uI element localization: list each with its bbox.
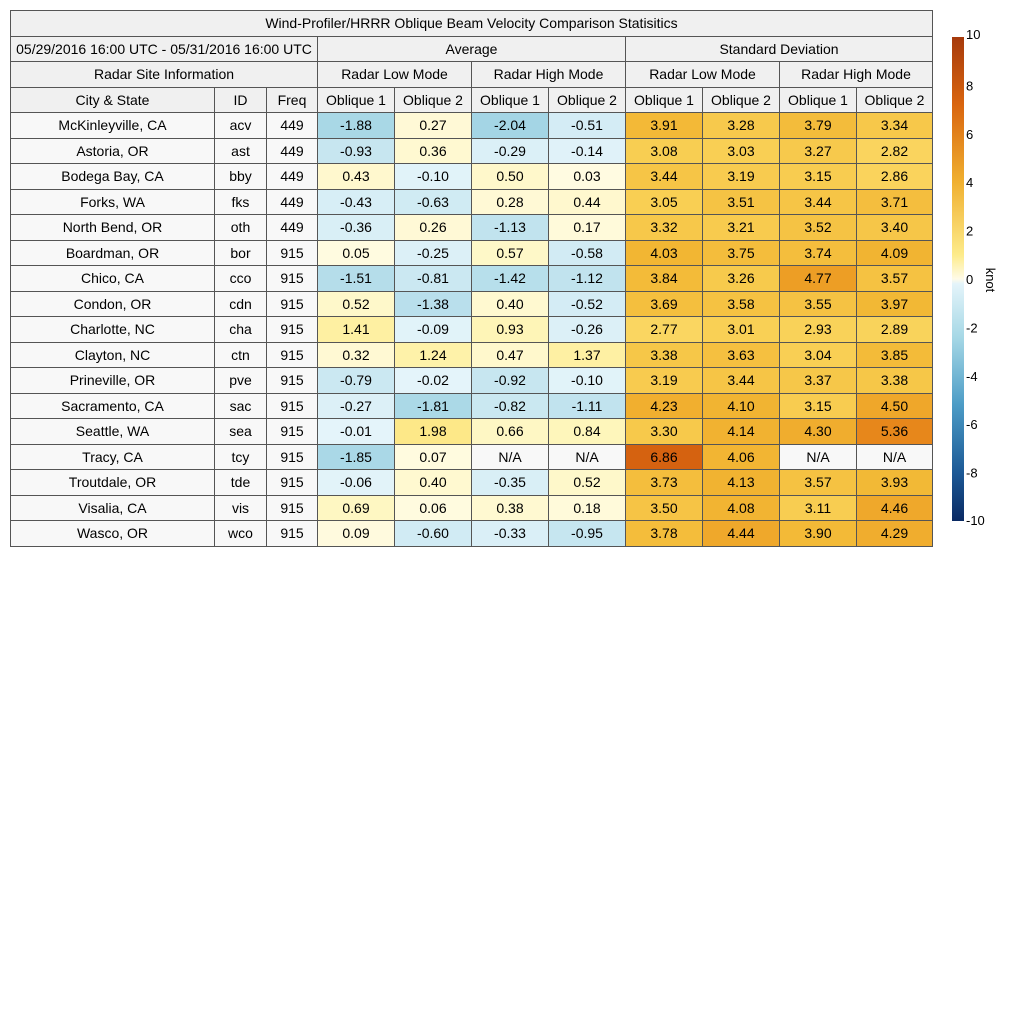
- sd-value-cell: 3.21: [703, 215, 780, 241]
- avg-value-cell: 0.69: [318, 495, 395, 521]
- avg-value-cell: N/A: [549, 444, 626, 470]
- table-row: [11, 189, 933, 215]
- sd-value-cell: 3.93: [857, 470, 933, 496]
- avg-value-cell: 0.32: [318, 342, 395, 368]
- city-cell: McKinleyville, CA: [11, 113, 215, 139]
- sd-value-cell: 3.79: [780, 113, 857, 139]
- column-header-row: [11, 87, 933, 113]
- avg-value-cell: 0.17: [549, 215, 626, 241]
- table-row: [11, 470, 933, 496]
- avg-value-cell: -1.38: [395, 291, 472, 317]
- avg-value-cell: 0.05: [318, 240, 395, 266]
- avg-value-cell: -0.43: [318, 189, 395, 215]
- avg-value-cell: -0.01: [318, 419, 395, 445]
- avg-value-cell: 0.28: [472, 189, 549, 215]
- id-cell: oth: [215, 215, 267, 241]
- colorbar-tick-label: -10: [966, 513, 985, 528]
- col-avg-high-obl2: Oblique 2: [549, 87, 626, 113]
- avg-value-cell: 0.36: [395, 138, 472, 164]
- sd-value-cell: 3.63: [703, 342, 780, 368]
- avg-value-cell: -0.10: [395, 164, 472, 190]
- stats-table: [10, 10, 933, 547]
- sd-value-cell: 3.71: [857, 189, 933, 215]
- avg-value-cell: -0.92: [472, 368, 549, 394]
- avg-value-cell: 0.18: [549, 495, 626, 521]
- sd-value-cell: 3.19: [626, 368, 703, 394]
- sd-value-cell: 3.84: [626, 266, 703, 292]
- avg-value-cell: 0.50: [472, 164, 549, 190]
- id-cell: tcy: [215, 444, 267, 470]
- avg-value-cell: -0.26: [549, 317, 626, 343]
- colorbar-tick-label: 0: [966, 272, 974, 287]
- avg-value-cell: 0.52: [549, 470, 626, 496]
- city-cell: Wasco, OR: [11, 521, 215, 547]
- city-cell: Tracy, CA: [11, 444, 215, 470]
- table-row: [11, 419, 933, 445]
- sd-value-cell: 3.44: [780, 189, 857, 215]
- table-row: [11, 317, 933, 343]
- table-row: [11, 240, 933, 266]
- sd-value-cell: 4.13: [703, 470, 780, 496]
- city-cell: North Bend, OR: [11, 215, 215, 241]
- freq-cell: 915: [267, 368, 318, 394]
- sd-value-cell: 3.38: [857, 368, 933, 394]
- avg-value-cell: -1.13: [472, 215, 549, 241]
- sd-value-cell: 3.74: [780, 240, 857, 266]
- colorbar-tick-label: 2: [966, 223, 974, 239]
- avg-value-cell: 0.03: [549, 164, 626, 190]
- avg-value-cell: 0.66: [472, 419, 549, 445]
- avg-value-cell: -0.35: [472, 470, 549, 496]
- sd-value-cell: 3.27: [780, 138, 857, 164]
- city-cell: Prineville, OR: [11, 368, 215, 394]
- freq-cell: 915: [267, 521, 318, 547]
- sd-value-cell: 4.23: [626, 393, 703, 419]
- freq-cell: 915: [267, 342, 318, 368]
- colorbar-tick-label: 6: [966, 126, 974, 142]
- sd-value-cell: 3.26: [703, 266, 780, 292]
- sd-value-cell: 3.40: [857, 215, 933, 241]
- table-title: Wind-Profiler/HRRR Oblique Beam Velocity Comparison Statisitics: [11, 11, 933, 37]
- freq-cell: 915: [267, 240, 318, 266]
- sd-value-cell: 3.19: [703, 164, 780, 190]
- city-cell: Seattle, WA: [11, 419, 215, 445]
- stddev-header: Standard Deviation: [626, 36, 933, 62]
- freq-cell: 915: [267, 470, 318, 496]
- sd-value-cell: 4.29: [857, 521, 933, 547]
- col-sd-high-obl1: Oblique 1: [780, 87, 857, 113]
- avg-value-cell: 0.44: [549, 189, 626, 215]
- avg-value-cell: -0.33: [472, 521, 549, 547]
- col-sd-high-obl2: Oblique 2: [857, 87, 933, 113]
- avg-value-cell: -1.85: [318, 444, 395, 470]
- sd-value-cell: 3.38: [626, 342, 703, 368]
- avg-value-cell: 0.43: [318, 164, 395, 190]
- date-range: 05/29/2016 16:00 UTC - 05/31/2016 16:00 UTC: [11, 36, 318, 62]
- sd-value-cell: 3.44: [626, 164, 703, 190]
- avg-value-cell: 0.93: [472, 317, 549, 343]
- id-cell: cco: [215, 266, 267, 292]
- sd-high-mode-header: Radar High Mode: [780, 62, 933, 88]
- colorbar-tick-label: 8: [966, 78, 974, 94]
- avg-value-cell: -1.81: [395, 393, 472, 419]
- id-cell: bby: [215, 164, 267, 190]
- sd-value-cell: 3.11: [780, 495, 857, 521]
- avg-value-cell: 0.47: [472, 342, 549, 368]
- sd-value-cell: 3.97: [857, 291, 933, 317]
- sd-value-cell: 3.69: [626, 291, 703, 317]
- sd-value-cell: 3.08: [626, 138, 703, 164]
- freq-cell: 915: [267, 317, 318, 343]
- sd-value-cell: 3.30: [626, 419, 703, 445]
- avg-low-mode-header: Radar Low Mode: [318, 62, 472, 88]
- avg-value-cell: 0.38: [472, 495, 549, 521]
- id-cell: vis: [215, 495, 267, 521]
- col-sd-low-obl2: Oblique 2: [703, 87, 780, 113]
- average-header: Average: [318, 36, 626, 62]
- table-row: [11, 138, 933, 164]
- avg-high-mode-header: Radar High Mode: [472, 62, 626, 88]
- avg-value-cell: 0.40: [395, 470, 472, 496]
- sd-value-cell: 3.05: [626, 189, 703, 215]
- avg-value-cell: -0.36: [318, 215, 395, 241]
- sd-value-cell: 3.15: [780, 393, 857, 419]
- table-row: [11, 164, 933, 190]
- colorbar-label: knot: [983, 267, 998, 293]
- avg-value-cell: 1.24: [395, 342, 472, 368]
- sd-value-cell: N/A: [780, 444, 857, 470]
- table-row: [11, 342, 933, 368]
- avg-value-cell: -0.79: [318, 368, 395, 394]
- sd-value-cell: 3.44: [703, 368, 780, 394]
- col-city-header: City & State: [11, 87, 215, 113]
- colorbar-gradient: [952, 37, 964, 521]
- freq-cell: 449: [267, 189, 318, 215]
- freq-cell: 915: [267, 266, 318, 292]
- id-cell: wco: [215, 521, 267, 547]
- colorbar-tick-label: 10: [966, 30, 981, 42]
- sd-value-cell: 3.57: [857, 266, 933, 292]
- sd-value-cell: 3.85: [857, 342, 933, 368]
- colorbar-tick-label: -2: [966, 320, 978, 336]
- table-row: [11, 495, 933, 521]
- id-cell: cdn: [215, 291, 267, 317]
- id-cell: bor: [215, 240, 267, 266]
- id-cell: sea: [215, 419, 267, 445]
- colorbar-tick-label: -4: [966, 368, 978, 384]
- sd-value-cell: 3.32: [626, 215, 703, 241]
- avg-value-cell: -2.04: [472, 113, 549, 139]
- city-cell: Astoria, OR: [11, 138, 215, 164]
- avg-value-cell: -1.88: [318, 113, 395, 139]
- sd-value-cell: 3.91: [626, 113, 703, 139]
- freq-cell: 915: [267, 393, 318, 419]
- avg-value-cell: -0.60: [395, 521, 472, 547]
- sd-value-cell: 3.52: [780, 215, 857, 241]
- avg-value-cell: -0.29: [472, 138, 549, 164]
- site-info-header: Radar Site Information: [11, 62, 318, 88]
- city-cell: Bodega Bay, CA: [11, 164, 215, 190]
- col-freq-header: Freq: [267, 87, 318, 113]
- sd-value-cell: 3.50: [626, 495, 703, 521]
- avg-value-cell: -0.58: [549, 240, 626, 266]
- avg-value-cell: 0.40: [472, 291, 549, 317]
- id-cell: tde: [215, 470, 267, 496]
- id-cell: pve: [215, 368, 267, 394]
- avg-value-cell: 1.37: [549, 342, 626, 368]
- sd-value-cell: 6.86: [626, 444, 703, 470]
- avg-value-cell: -0.52: [549, 291, 626, 317]
- sd-low-mode-header: Radar Low Mode: [626, 62, 780, 88]
- id-cell: fks: [215, 189, 267, 215]
- avg-value-cell: -0.51: [549, 113, 626, 139]
- id-cell: acv: [215, 113, 267, 139]
- city-cell: Clayton, NC: [11, 342, 215, 368]
- sd-value-cell: N/A: [857, 444, 933, 470]
- sd-value-cell: 4.14: [703, 419, 780, 445]
- avg-value-cell: -0.63: [395, 189, 472, 215]
- sd-value-cell: 4.50: [857, 393, 933, 419]
- sd-value-cell: 3.04: [780, 342, 857, 368]
- sd-value-cell: 3.28: [703, 113, 780, 139]
- city-cell: Visalia, CA: [11, 495, 215, 521]
- freq-cell: 449: [267, 138, 318, 164]
- sd-value-cell: 5.36: [857, 419, 933, 445]
- sd-value-cell: 4.77: [780, 266, 857, 292]
- avg-value-cell: 0.52: [318, 291, 395, 317]
- avg-value-cell: N/A: [472, 444, 549, 470]
- sd-value-cell: 4.30: [780, 419, 857, 445]
- avg-value-cell: -0.14: [549, 138, 626, 164]
- freq-cell: 915: [267, 419, 318, 445]
- avg-value-cell: -1.42: [472, 266, 549, 292]
- avg-value-cell: -1.11: [549, 393, 626, 419]
- col-avg-low-obl2: Oblique 2: [395, 87, 472, 113]
- city-cell: Boardman, OR: [11, 240, 215, 266]
- table-row: [11, 113, 933, 139]
- sd-value-cell: 3.55: [780, 291, 857, 317]
- avg-value-cell: -0.25: [395, 240, 472, 266]
- table-row: [11, 444, 933, 470]
- avg-value-cell: 1.41: [318, 317, 395, 343]
- sd-value-cell: 4.46: [857, 495, 933, 521]
- freq-cell: 449: [267, 113, 318, 139]
- sd-value-cell: 2.86: [857, 164, 933, 190]
- avg-value-cell: 0.57: [472, 240, 549, 266]
- sd-value-cell: 2.93: [780, 317, 857, 343]
- sd-value-cell: 4.10: [703, 393, 780, 419]
- avg-value-cell: -0.10: [549, 368, 626, 394]
- city-cell: Charlotte, NC: [11, 317, 215, 343]
- sd-value-cell: 3.01: [703, 317, 780, 343]
- sd-value-cell: 3.51: [703, 189, 780, 215]
- table-row: [11, 521, 933, 547]
- table-row: [11, 266, 933, 292]
- city-cell: Condon, OR: [11, 291, 215, 317]
- sd-value-cell: 4.44: [703, 521, 780, 547]
- sd-value-cell: 3.15: [780, 164, 857, 190]
- col-avg-high-obl1: Oblique 1: [472, 87, 549, 113]
- sd-value-cell: 3.37: [780, 368, 857, 394]
- sd-value-cell: 4.03: [626, 240, 703, 266]
- avg-value-cell: -0.81: [395, 266, 472, 292]
- sd-value-cell: 2.89: [857, 317, 933, 343]
- col-sd-low-obl1: Oblique 1: [626, 87, 703, 113]
- city-cell: Forks, WA: [11, 189, 215, 215]
- sd-value-cell: 2.77: [626, 317, 703, 343]
- colorbar-tick-label: -8: [966, 465, 978, 481]
- avg-value-cell: -0.82: [472, 393, 549, 419]
- col-id-header: ID: [215, 87, 267, 113]
- table-row: [11, 215, 933, 241]
- sd-value-cell: 3.75: [703, 240, 780, 266]
- sd-value-cell: 3.73: [626, 470, 703, 496]
- city-cell: Troutdale, OR: [11, 470, 215, 496]
- id-cell: sac: [215, 393, 267, 419]
- table-row: [11, 368, 933, 394]
- avg-value-cell: -1.51: [318, 266, 395, 292]
- avg-value-cell: -0.95: [549, 521, 626, 547]
- id-cell: ast: [215, 138, 267, 164]
- avg-value-cell: 0.84: [549, 419, 626, 445]
- freq-cell: 915: [267, 291, 318, 317]
- avg-value-cell: 0.27: [395, 113, 472, 139]
- sd-value-cell: 4.06: [703, 444, 780, 470]
- sd-value-cell: 2.82: [857, 138, 933, 164]
- sd-value-cell: 3.78: [626, 521, 703, 547]
- freq-cell: 449: [267, 215, 318, 241]
- sd-value-cell: 3.34: [857, 113, 933, 139]
- sd-value-cell: 3.90: [780, 521, 857, 547]
- sd-value-cell: 3.03: [703, 138, 780, 164]
- city-cell: Chico, CA: [11, 266, 215, 292]
- colorbar-tick-label: 4: [966, 175, 974, 191]
- freq-cell: 449: [267, 164, 318, 190]
- avg-value-cell: 0.07: [395, 444, 472, 470]
- avg-value-cell: -1.12: [549, 266, 626, 292]
- avg-value-cell: -0.93: [318, 138, 395, 164]
- colorbar: [946, 30, 1016, 530]
- sd-value-cell: 4.09: [857, 240, 933, 266]
- city-cell: Sacramento, CA: [11, 393, 215, 419]
- id-cell: cha: [215, 317, 267, 343]
- avg-value-cell: -0.27: [318, 393, 395, 419]
- table-row: [11, 393, 933, 419]
- id-cell: ctn: [215, 342, 267, 368]
- table-row: [11, 291, 933, 317]
- sd-value-cell: 4.08: [703, 495, 780, 521]
- avg-value-cell: 0.26: [395, 215, 472, 241]
- avg-value-cell: -0.02: [395, 368, 472, 394]
- sd-value-cell: 3.57: [780, 470, 857, 496]
- avg-value-cell: 1.98: [395, 419, 472, 445]
- avg-value-cell: -0.09: [395, 317, 472, 343]
- freq-cell: 915: [267, 444, 318, 470]
- avg-value-cell: 0.06: [395, 495, 472, 521]
- avg-value-cell: 0.09: [318, 521, 395, 547]
- sd-value-cell: 3.58: [703, 291, 780, 317]
- avg-value-cell: -0.06: [318, 470, 395, 496]
- colorbar-tick-label: -6: [966, 417, 978, 433]
- col-avg-low-obl1: Oblique 1: [318, 87, 395, 113]
- freq-cell: 915: [267, 495, 318, 521]
